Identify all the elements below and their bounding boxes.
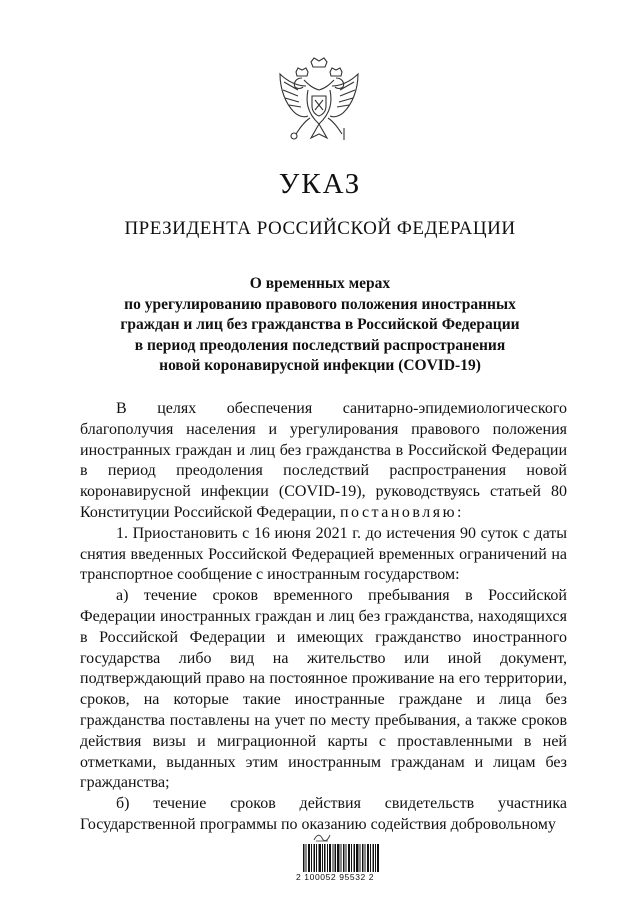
preamble-paragraph (80, 399, 567, 524)
item-b: б) течение сроков действия свидетельств участника Государственной программы по оказанию содействия добровольному (80, 795, 567, 833)
decree-heading (70, 274, 570, 377)
heading-line: новой коронавирусной инфекции (COVID-19) (159, 357, 481, 374)
paragraph-1: 1. Приостановить с 16 июня 2021 г. до истечения 90 суток с даты снятия введенных Российской Федерацией временных ограничений на транспортное сообщение с иностранным государством: (80, 524, 567, 584)
document-subtitle: ПРЕЗИДЕНТА РОССИЙСКОЙ ФЕДЕРАЦИИ (124, 218, 516, 239)
heading-line: О временных мерах (249, 275, 391, 292)
barcode-number: 2 100052 95532 2 (296, 872, 375, 882)
decree-word: постановляю: (339, 503, 464, 521)
document-title: УКАЗ (278, 168, 362, 200)
stamp-mark-icon (312, 832, 332, 842)
preamble-text: В целях обеспечения санитарно-эпидемиологического благополучия населения и урегулирования правового положения иностранных граждан и лиц без гражданства в Российской Федерации в период преодоления последствий распространения новой коронавирусной инфекции (COVID-19), руководствуясь статьей 80 Конституции Российской Федерации, (80, 400, 567, 521)
double-headed-eagle-icon (272, 56, 366, 158)
decree-body (80, 399, 567, 836)
item-a: а) течение сроков временного пребывания в Российской Федерации иностранных граждан и лиц без гражданства, находящихся в Российской Федерации и имеющих гражданство иностранного государства либо вид на жительство или иной документ, подтверждающий право на постоянное проживание на его территории, сроков, на которые такие иностранные граждане и лица без гражданства поставлены на учет по месту пребывания, а также сроков действия визы и миграционной карты с проставленными в ней отметками, выданных этим иностранным гражданам и лицам без гражданства; (80, 587, 567, 792)
heading-line: граждан и лиц без гражданства в Российской Федерации (120, 316, 520, 333)
heading-line: по урегулированию правового положения иностранных (124, 295, 516, 313)
heading-line: в период преодоления последствий распространения (134, 336, 506, 354)
barcode-icon (303, 844, 379, 872)
